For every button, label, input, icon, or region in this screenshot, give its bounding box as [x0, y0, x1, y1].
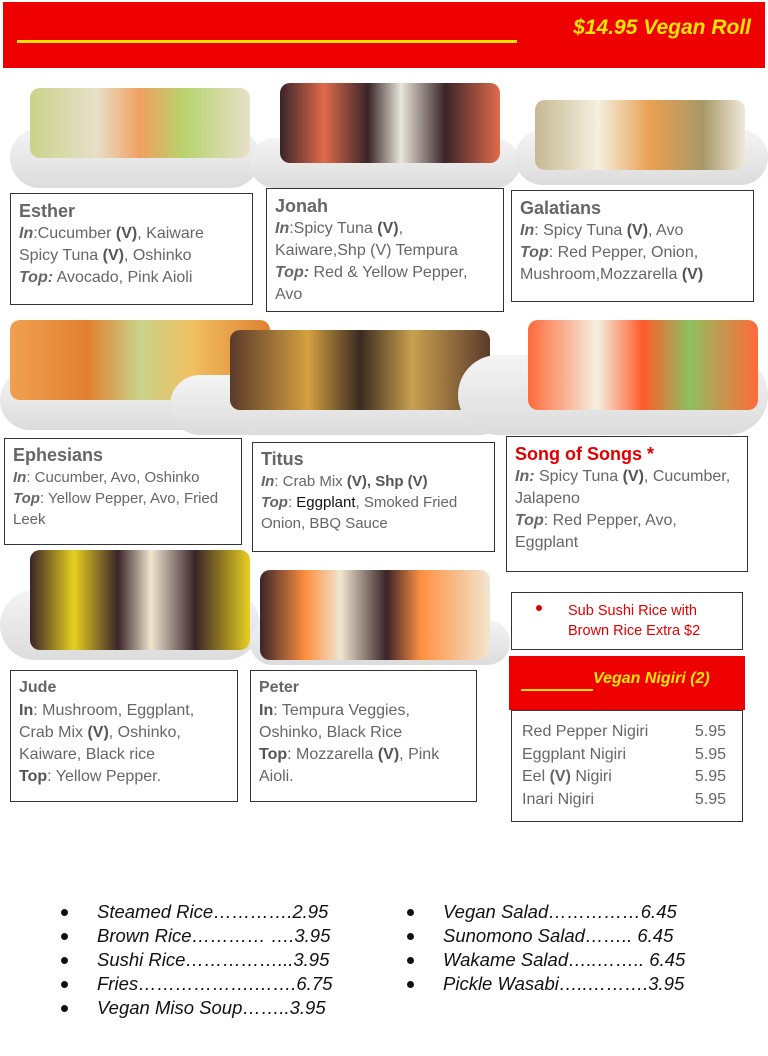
- nigiri-title: Vegan Nigiri (2): [593, 670, 710, 687]
- roll-name: Titus: [261, 449, 304, 469]
- roll-ingredients: In: Crab Mix (V), Shp (V): [261, 473, 428, 490]
- sides-list-right: [407, 900, 685, 996]
- roll-ingredients: In:Spicy Tuna (V), Kaiware,Shp (V) Tempura: [275, 220, 458, 259]
- roll-card-galatians: [511, 190, 754, 302]
- side-item: Wakame Salad…..…….. 6.45: [407, 948, 685, 972]
- roll-ingredients: In:Cucumber (V), Kaiware Spicy Tuna (V), Oshinko: [19, 225, 204, 264]
- roll-card-esther: [10, 193, 253, 305]
- nigiri-underline: [521, 689, 593, 691]
- roll-ingredients: In: Spicy Tuna (V), Cucumber, Jalapeno: [515, 468, 731, 507]
- side-item: Sunomono Salad…….. 6.45: [407, 924, 685, 948]
- banner-title: $14.95 Vegan Roll: [573, 16, 751, 39]
- roll-card-ephesians: [4, 438, 242, 545]
- roll-toppings: Top: Eggplant, Smoked Fried Onion, BBQ Sauce: [261, 494, 458, 532]
- nigiri-item: Red Pepper Nigiri 5.95: [522, 723, 726, 740]
- nigiri-list: [511, 710, 743, 822]
- roll-ingredients: In: Mushroom, Eggplant, Crab Mix (V), Oshinko, Kaiware, Black rice: [19, 702, 195, 763]
- photo-roll-8: [250, 560, 510, 670]
- roll-name: Jude: [19, 679, 57, 696]
- roll-name: Ephesians: [13, 445, 104, 465]
- side-item: Pickle Wasabi…..……….3.95: [407, 972, 685, 996]
- roll-toppings: Top: Mozzarella (V), Pink Aioli.: [259, 746, 440, 785]
- photo-roll-6: [458, 295, 768, 440]
- photo-roll-3: [515, 80, 768, 190]
- roll-ingredients: In: Spicy Tuna (V), Avo: [520, 222, 684, 239]
- roll-toppings: Top: Yellow Pepper, Avo, Fried Leek: [13, 490, 219, 528]
- roll-card-jonah: [266, 188, 504, 312]
- roll-ingredients: In: Cucumber, Avo, Oshinko: [13, 469, 200, 486]
- side-item: Brown Rice………… ….3.95: [61, 924, 332, 948]
- roll-ingredients: In: Tempura Veggies, Oshinko, Black Rice: [259, 702, 410, 741]
- roll-name: Esther: [19, 201, 76, 221]
- roll-name: Jonah: [275, 196, 329, 216]
- photo-roll-1: [0, 68, 260, 193]
- banner-underline: [17, 40, 517, 43]
- roll-name: Song of Songs *: [515, 444, 654, 464]
- side-item: Vegan Miso Soup……..3.95: [61, 996, 332, 1020]
- side-item: Fries……………….…….6.75: [61, 972, 332, 996]
- nigiri-item: Eggplant Nigiri 5.95: [522, 745, 726, 763]
- nigiri-header: [509, 656, 745, 710]
- roll-toppings: Top: Avocado, Pink Aioli: [19, 269, 193, 286]
- roll-toppings: Top: Red Pepper, Onion, Mushroom,Mozzarella (V): [520, 244, 704, 283]
- roll-name: Galatians: [520, 198, 602, 218]
- roll-card-peter: [250, 670, 477, 802]
- roll-toppings: Top: Red & Yellow Pepper, Avo: [275, 264, 468, 303]
- nigiri-item: Inari Nigiri 5.95: [522, 790, 726, 808]
- side-item: Vegan Salad……………6.45: [407, 900, 685, 924]
- nigiri-item: Eel (V) Nigiri 5.95: [522, 768, 726, 785]
- sides-list-left: [61, 900, 332, 1020]
- substitution-note: Sub Sushi Rice with Brown Rice Extra $2: [511, 592, 743, 650]
- roll-toppings: Top: Yellow Pepper.: [19, 768, 162, 785]
- roll-card-titus: [252, 442, 495, 552]
- side-item: Steamed Rice………….2.95: [61, 900, 332, 924]
- roll-toppings: Top: Red Pepper, Avo, Eggplant: [515, 512, 677, 551]
- roll-card-song-of-songs: [506, 436, 748, 572]
- side-item: Sushi Rice……………...3.95: [61, 948, 332, 972]
- bullet-icon: [536, 605, 542, 611]
- header-banner: [3, 2, 765, 68]
- photo-roll-2: [250, 68, 520, 193]
- roll-card-jude: [10, 670, 238, 802]
- roll-name: Peter: [259, 679, 300, 696]
